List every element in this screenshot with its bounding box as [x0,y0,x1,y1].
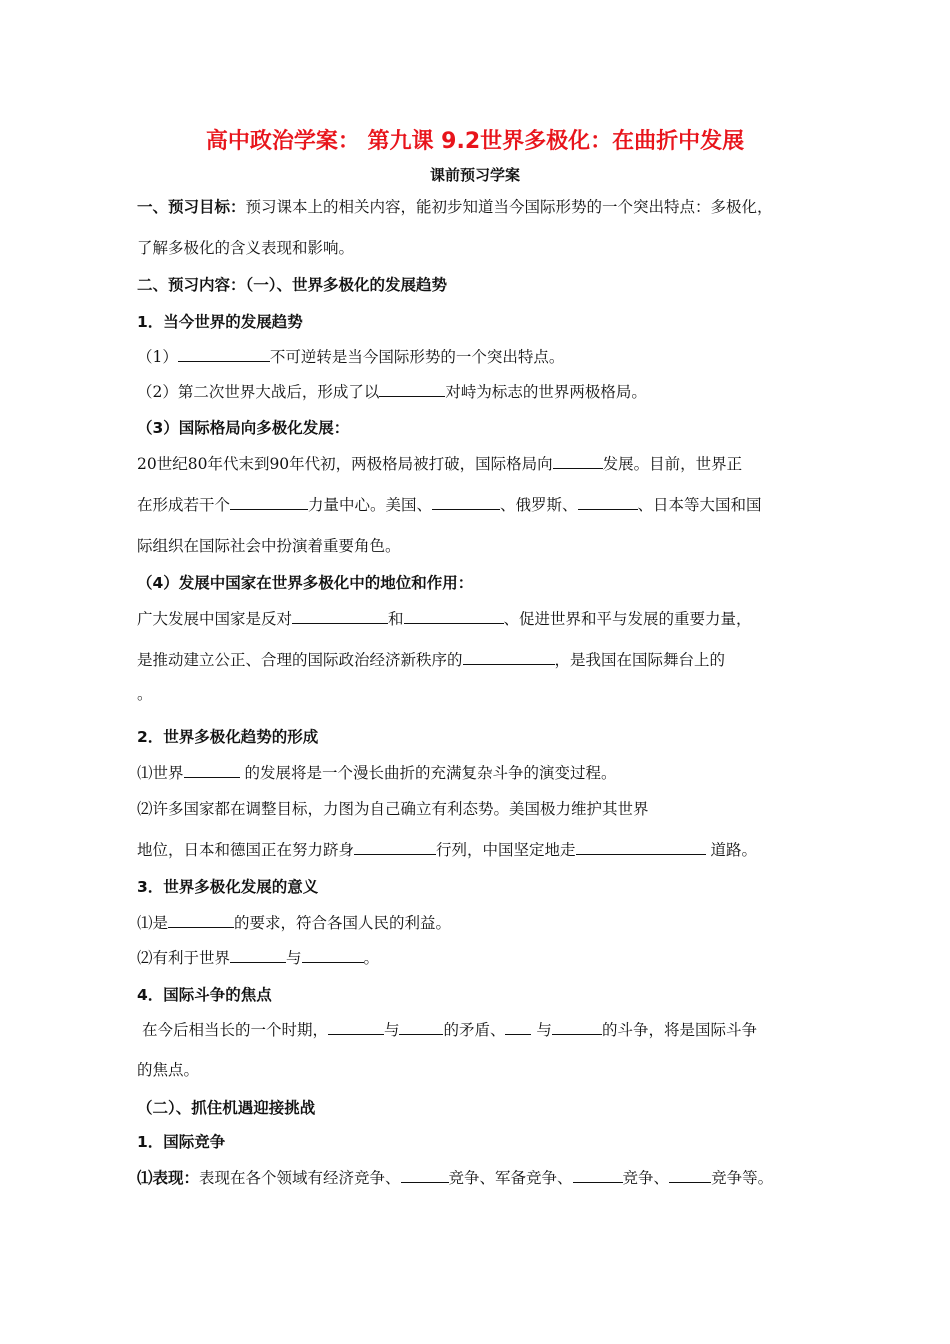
objective-text-1: 预习课本上的相关内容，能初步知道当今国际形势的一个突出特点：多极化， [245,198,773,216]
text: 20世纪80年代末到90年代初，两极格局被打破，国际格局向 [137,455,553,473]
item-1-3-line-c: 际组织在国际社会中扮演着重要角色。 [137,537,401,555]
fill-blank[interactable] [184,763,240,778]
text: 、日本等大国和国 [637,496,762,514]
text: 地位，日本和德国正在努力跻身 [137,841,355,859]
heading-5: 1．国际竞争 [137,1133,226,1151]
heading-2: 2．世界多极化趋势的形成 [137,728,319,746]
item-1-1-text: 不可逆转是当今国际形势的一个突出特点。 [269,348,565,366]
item-4-line-a [137,1020,757,1040]
text: 的斗争，将是国际斗争 [601,1021,757,1039]
fill-blank[interactable] [578,495,638,510]
text: 与 [383,1021,400,1039]
item-2-2-line-a: ⑵许多国家都在调整目标，力图为自己确立有利态势。美国极力维护其世界 [137,800,649,818]
fill-blank[interactable] [302,948,364,963]
item-1-3-line-b [137,495,762,515]
text: 在今后相当长的一个时期， [141,1021,328,1039]
fill-blank[interactable] [432,495,500,510]
text: 道路。 [710,841,757,859]
fill-blank[interactable] [354,840,436,855]
text: 的要求，符合各国人民的利益。 [234,914,452,932]
item-2-1 [137,763,616,783]
section-2-heading: 二、预习内容：（一）、世界多极化的发展趋势 [137,276,448,294]
fill-blank[interactable] [404,609,504,624]
page-title: 高中政治学案： 第九课 9.2世界多极化：在曲折中发展 [205,129,745,154]
label: ⑴表现： [137,1169,200,1187]
item-1-1 [137,347,564,367]
fill-blank[interactable] [573,1168,623,1183]
text: 的发展将是一个漫长曲折的充满复杂斗争的演变过程。 [244,764,617,782]
text: 竞争、 [622,1169,670,1187]
fill-blank[interactable] [552,1020,602,1035]
fill-blank[interactable] [505,1020,531,1035]
fill-blank[interactable] [230,495,308,510]
fill-blank[interactable] [178,347,270,362]
item-1-4-line-c: 。 [137,685,153,703]
text: 竞争、军备竞争、 [448,1169,573,1187]
text: 是推动建立公正、合理的国际政治经济新秩序的 [137,651,463,669]
item-1-1-prefix: （1） [137,348,178,366]
text: ⑴世界 [137,764,184,782]
item-4-line-b: 的焦点。 [137,1061,200,1079]
text: ⑴是 [137,914,169,932]
objective-line-2: 了解多极化的含义表现和影响。 [137,239,355,257]
text: 广大发展中国家是反对 [137,610,293,628]
text: 在形成若干个 [137,496,231,514]
fill-blank[interactable] [230,948,286,963]
fill-blank[interactable] [576,840,706,855]
item-1-3-heading: （3）国际格局向多极化发展： [137,419,350,437]
text: 、促进世界和平与发展的重要力量， [503,610,752,628]
text: 与 [286,949,302,967]
text: 的矛盾、 [443,1021,506,1039]
text: 行列，中国坚定地走 [436,841,576,859]
fill-blank[interactable] [168,913,234,928]
text: ，是我国在国际舞台上的 [554,651,726,669]
heading-3: 3．世界多极化发展的意义 [137,878,319,896]
text: 和 [388,610,404,628]
text: 、俄罗斯、 [500,496,578,514]
text: 与 [536,1021,552,1039]
item-1-4-line-a [137,609,752,629]
item-1-2-text-b: 对峙为标志的世界两极格局。 [445,383,647,401]
item-1-3-line-a [137,454,742,474]
text: ⑵有利于世界 [137,949,231,967]
item-2-2-line-b [137,840,757,860]
text: 。 [363,949,380,967]
fill-blank[interactable] [669,1168,711,1183]
item-5-1 [137,1168,773,1188]
heading-1: 1．当今世界的发展趋势 [137,313,303,331]
text: 发展。目前，世界正 [602,455,743,473]
item-1-2 [137,382,647,402]
item-3-2 [137,948,379,968]
fill-blank[interactable] [292,609,388,624]
objective-label: 一、预习目标： [137,198,246,216]
page-subtitle: 课前预习学案 [429,166,520,184]
text: 竞争等。 [711,1169,774,1187]
item-1-4-heading: （4）发展中国家在世界多极化中的地位和作用： [137,574,474,592]
item-1-4-line-b [137,650,725,670]
objective-line-1 [137,197,815,217]
fill-blank[interactable] [401,1168,449,1183]
text: 力量中心。美国、 [308,496,433,514]
heading-4: 4．国际斗争的焦点 [137,986,272,1004]
fill-blank[interactable] [328,1020,384,1035]
text: 表现在各个领域有经济竞争、 [199,1169,401,1187]
item-1-2-text-a: （2）第二次世界大战后，形成了以 [137,383,380,401]
fill-blank[interactable] [399,1020,443,1035]
item-3-1 [137,913,451,933]
section-3-heading: （二）、抓住机遇迎接挑战 [137,1099,316,1117]
fill-blank[interactable] [463,650,555,665]
fill-blank[interactable] [553,454,603,469]
fill-blank[interactable] [379,382,445,397]
